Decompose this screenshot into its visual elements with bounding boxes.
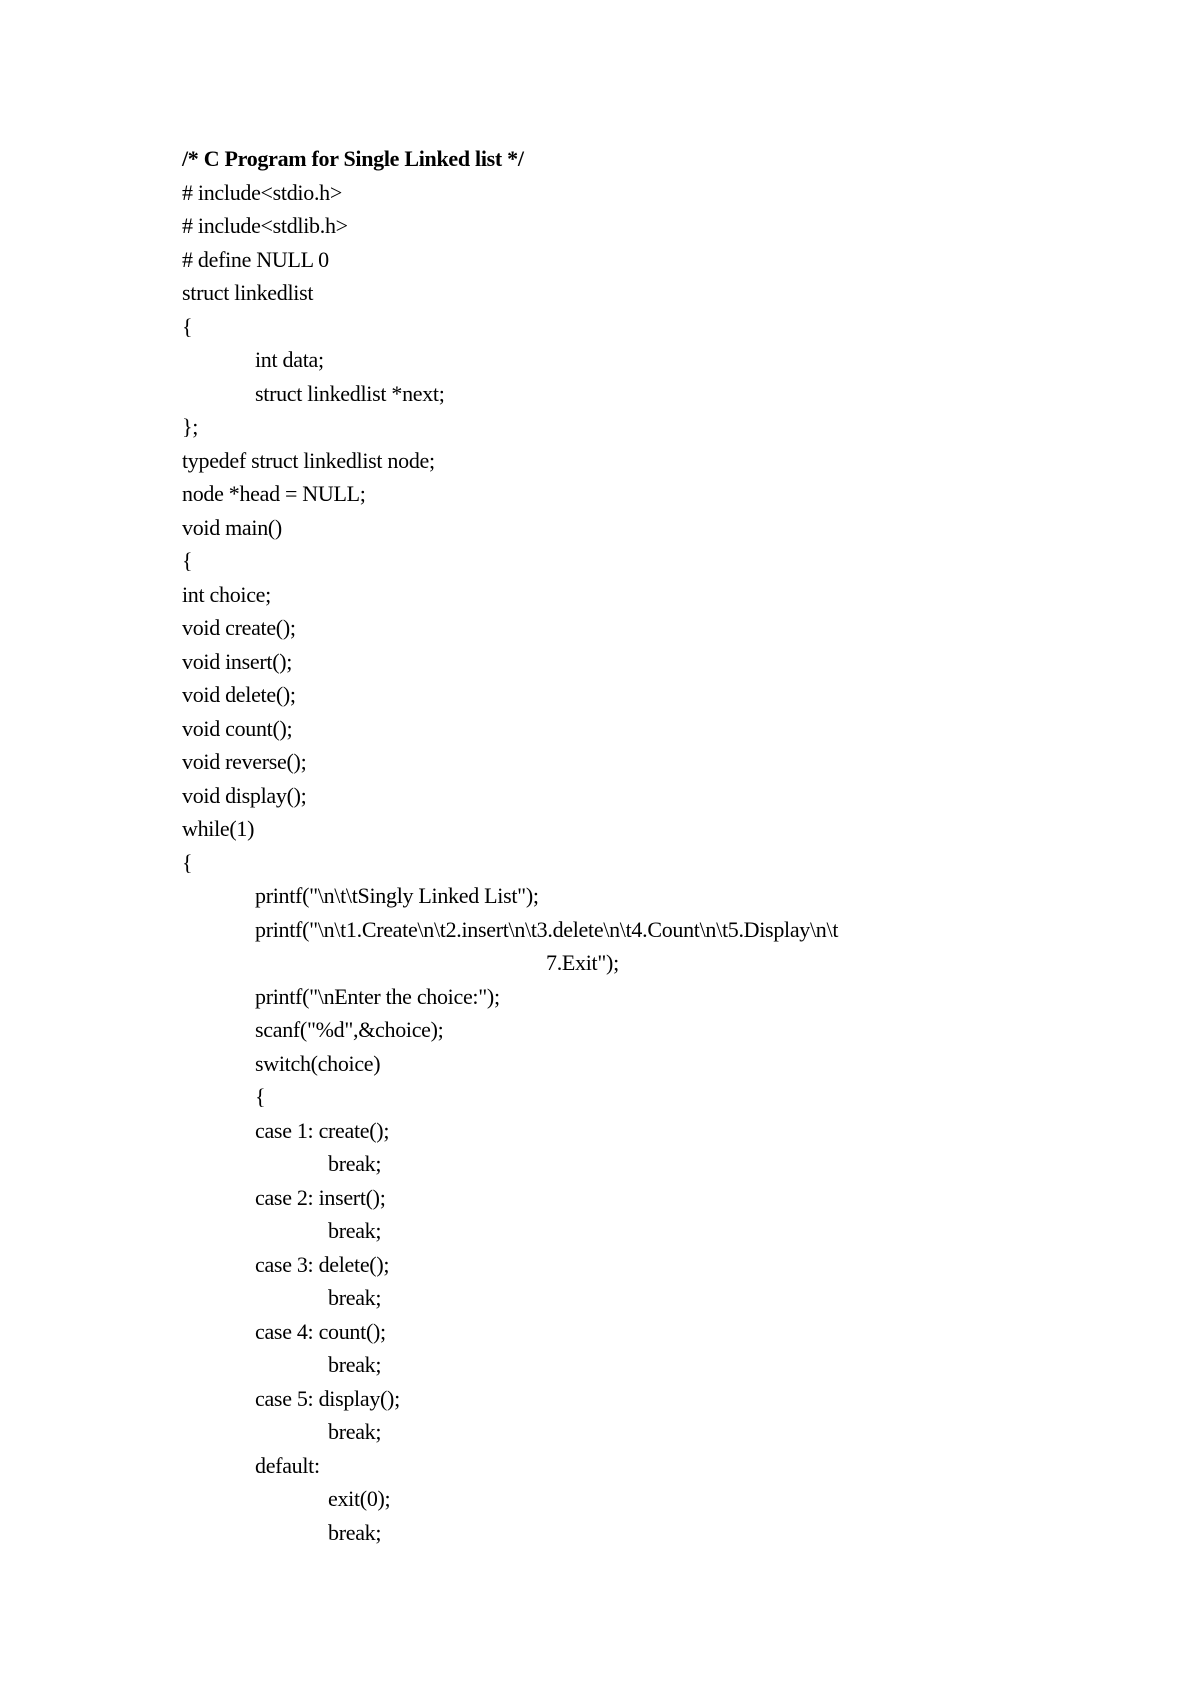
code-line: { (182, 313, 193, 339)
code-line: case 3: delete(); (255, 1251, 390, 1277)
code-line: case 2: insert(); (255, 1184, 386, 1210)
code-line: { (182, 548, 193, 573)
code-line: # define NULL 0 (182, 246, 329, 272)
code-line: case 5: display(); (255, 1385, 400, 1411)
code-line: exit(0); (328, 1486, 391, 1511)
code-line: void create(); (182, 615, 296, 640)
code-line: # include<stdlib.h> (182, 213, 348, 238)
code-line: struct linkedlist *next; (255, 380, 445, 406)
code-line: default: (255, 1452, 320, 1478)
code-line: struct linkedlist (182, 280, 314, 305)
code-line: # include<stdio.h> (182, 179, 342, 205)
code-line: case 1: create(); (255, 1117, 390, 1143)
code-line: break; (328, 1352, 382, 1377)
code-line: typedef struct linkedlist node; (182, 447, 435, 473)
code-line: break; (328, 1519, 382, 1545)
code-listing (182, 142, 838, 1549)
code-line: void main() (182, 514, 282, 540)
code-line: 7.Exit"); (546, 950, 619, 975)
code-line: case 4: count(); (255, 1318, 386, 1344)
code-line: break; (328, 1151, 382, 1176)
code-line: int choice; (182, 581, 271, 607)
code-line: printf("\n\t1.Create\n\t2.insert\n\t3.delete\n\t4.Count\n\t5.Display\n\t (255, 916, 839, 942)
code-line: switch(choice) (255, 1050, 381, 1076)
code-line: while(1) (182, 816, 255, 841)
code-line: scanf("%d",&choice); (255, 1017, 444, 1042)
code-line: break; (328, 1218, 382, 1243)
code-line: }; (182, 414, 199, 439)
code-line: printf("\n\t\tSingly Linked List"); (255, 883, 539, 908)
code-line: void display(); (182, 782, 307, 808)
code-line: break; (328, 1285, 382, 1310)
code-line: void delete(); (182, 682, 296, 707)
code-line: { (255, 1084, 266, 1109)
code-line: void count(); (182, 715, 293, 741)
code-line: { (182, 849, 193, 875)
code-title-comment: /* C Program for Single Linked list */ (182, 146, 524, 171)
code-line: int data; (255, 347, 324, 372)
code-line: void insert(); (182, 648, 293, 674)
code-line: printf("\nEnter the choice:"); (255, 983, 500, 1009)
code-line: void reverse(); (182, 749, 307, 774)
code-line: break; (328, 1419, 382, 1444)
code-line: node *head = NULL; (182, 481, 366, 506)
